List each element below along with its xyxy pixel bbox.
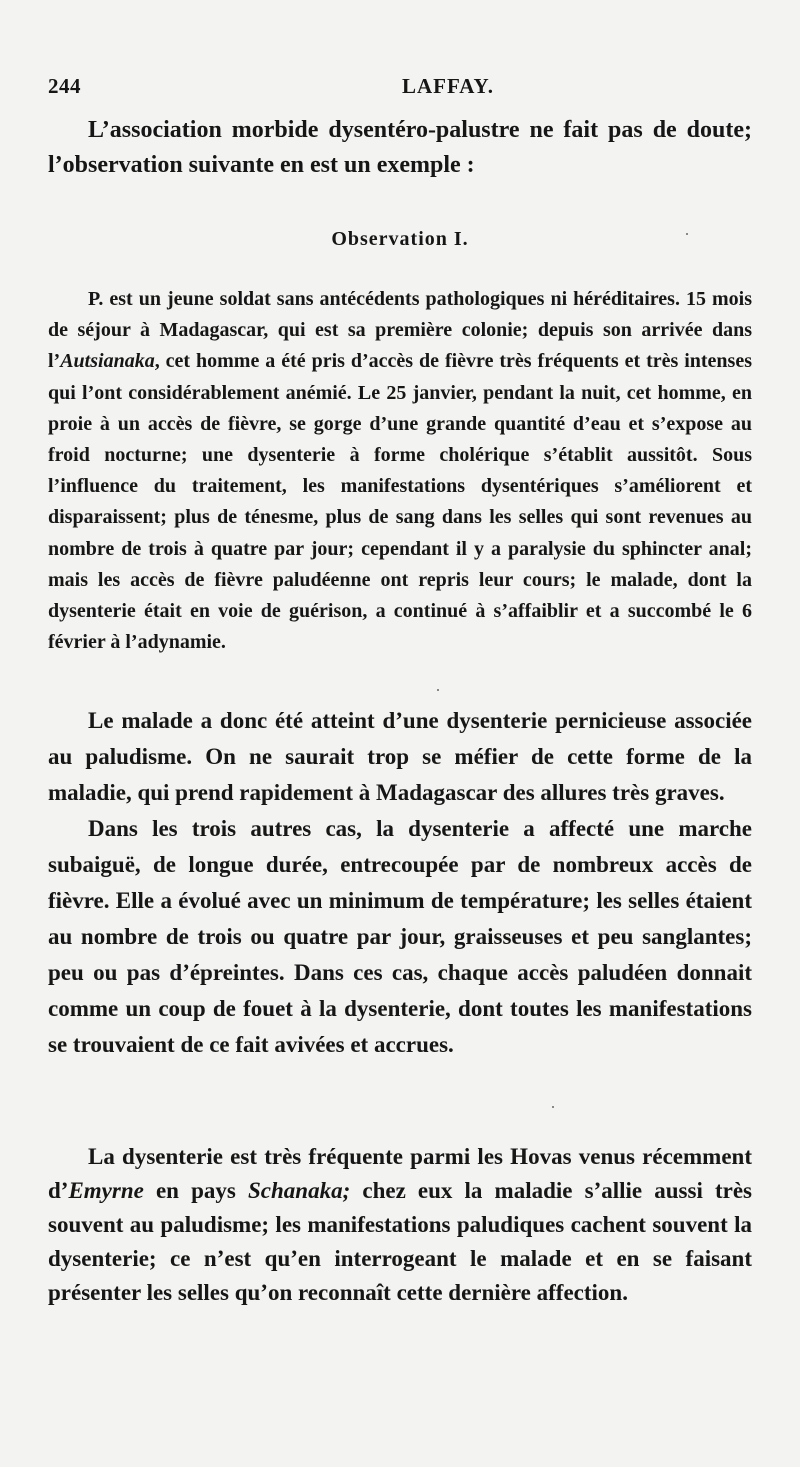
running-title: LAFFAY. bbox=[402, 74, 494, 98]
body-paragraph-3 bbox=[48, 1140, 752, 1310]
p3-place-schanaka: Schanaka; bbox=[247, 1178, 351, 1203]
p3-text-1: La dysenterie est très fréquente parmi les Hovas venus récemment d’ bbox=[48, 1144, 752, 1203]
print-speck bbox=[686, 233, 688, 235]
observation-place-name: Autsianaka bbox=[60, 350, 155, 373]
body-block-1 bbox=[48, 703, 752, 1063]
intro-paragraph: L’association morbide dysentéro-palustre ne fait pas de doute; l’observation suivante en est un exemple : bbox=[48, 117, 752, 178]
p3-text-2: en pays bbox=[143, 1178, 248, 1203]
print-speck bbox=[437, 689, 439, 691]
observation-text-2: , cet homme a été pris d’accès de fièvre très fréquents et très intenses qui l’ont considérablement anémié. Le 25 janvier, pendant la nuit, cet homme, en proie à un accès de fièvre, se gorge d’une grande quantité d’eau et s’expose au froid nocturne; une dysenterie à forme cholérique s’établit aussitôt. Sous l’influence du traitement, les manifestations dysentériques s’améliorent et disparaissent; plus de ténesme, plus de sang dans les selles qui sont revenues au nombre de trois à quatre par jour; cependant il y a paralysie du sphincter anal; mais les accès de fièvre paludéenne ont repris leur cours; le malade, dont la dysenterie était en voie de guérison, a continué à s’affaiblir et a succombé le 6 février à l’adynamie. bbox=[48, 350, 752, 654]
page-number: 244 bbox=[48, 74, 81, 98]
observation-text-1: P. est un jeune soldat sans antécédents pathologiques ni héréditaires. 15 mois de séjour à Madagascar, qui est sa première colonie; depuis son arrivée dans l’ bbox=[48, 288, 752, 373]
intro-paragraph-block bbox=[48, 113, 752, 183]
body-block-2 bbox=[48, 1140, 752, 1310]
observation-paragraph bbox=[48, 284, 752, 658]
p3-text-3: chez eux la maladie s’allie aussi très souvent au paludisme; les manifestations paludiques cachent souvent la dysenterie; ce n’est qu’en interrogeant le malade et en se faisant présenter les selles qu’on reconnaît cette dernière affection. bbox=[48, 1178, 752, 1305]
observation-block bbox=[48, 284, 752, 658]
body-paragraph-1: Le malade a donc été atteint d’une dysenterie pernicieuse associée au paludisme. On ne saurait trop se méfier de cette forme de la maladie, qui prend rapidement à Madagascar des allures très graves. bbox=[48, 708, 752, 805]
observation-heading: Observation I. bbox=[331, 228, 469, 250]
body-paragraph-2: Dans les trois autres cas, la dysenterie a affecté une marche subaiguë, de longue durée, entrecoupée par de nombreux accès de fièvre. Elle a évolué avec un minimum de température; les selles étaient au nombre de trois ou quatre par jour, graisseuses et peu sanglantes; peu ou pas d’épreintes. Dans ces cas, chaque accès paludéen donnait comme un coup de fouet à la dysenterie, dont toutes les manifestations se trouvaient de ce fait avivées et accrues. bbox=[48, 816, 752, 1057]
p3-place-emyrne: Emyrne bbox=[68, 1178, 144, 1203]
print-speck bbox=[552, 1106, 554, 1108]
